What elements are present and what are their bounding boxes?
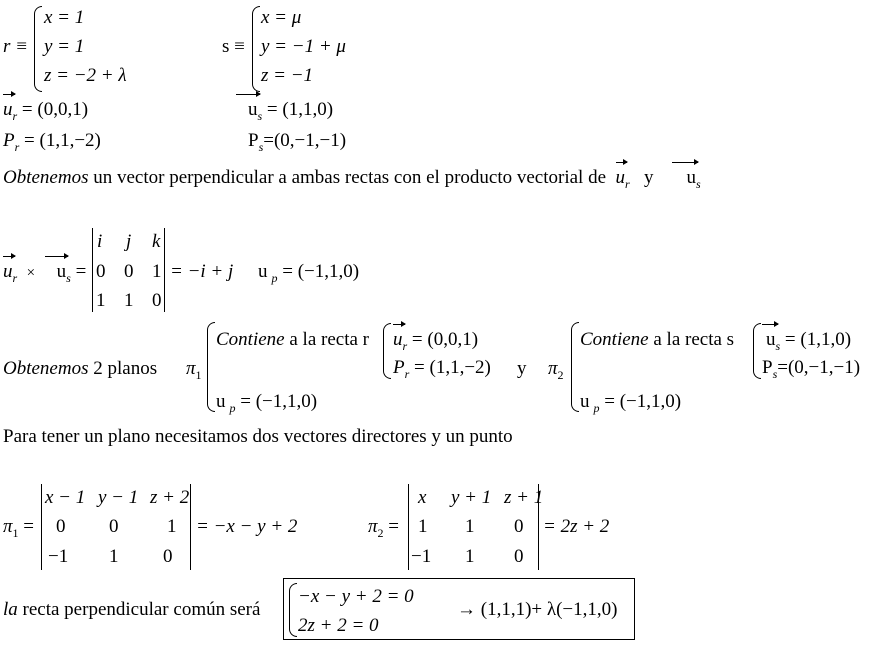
pi1-direction-vector: $u_r = (0,0,1)$ xyxy=(393,329,479,353)
line-r-eq-x: x = 1 xyxy=(44,7,85,28)
matrix-cell: 1 xyxy=(109,546,119,567)
pi1-up-vector: u $_p$ = (−1,1,0) xyxy=(216,391,318,415)
pi2-direction-vector: $u_s = (1,1,0)$ xyxy=(762,330,851,349)
line-s-direction-vector: $u_s = (1,1,0)$ xyxy=(236,100,333,119)
plane-note: Para tener un plano necesitamos dos vectores directores y un punto xyxy=(3,426,513,447)
brace-pi2-inner xyxy=(753,323,761,379)
matrix-cell: z + 1 xyxy=(504,487,544,508)
cross-product-lhs: $u_r \times u_s$ = xyxy=(3,261,87,285)
pi2-up-vector: u $_p$ = (−1,1,0) xyxy=(580,391,682,415)
matrix-cell: 0 xyxy=(124,261,134,282)
matrix-cell: j xyxy=(126,231,132,252)
brace-system xyxy=(289,583,297,637)
matrix-cell: 0 xyxy=(109,516,119,537)
matrix-cell: 0 xyxy=(56,516,66,537)
pi1-contains-line: Contiene a la recta r xyxy=(216,329,369,350)
perpendicular-vector-up: u $_p$ = (−1,1,0) xyxy=(258,261,360,285)
matrix-cell: 0 xyxy=(96,261,106,282)
determinant-right-bar xyxy=(190,484,191,570)
matrix-cell: 1 xyxy=(152,261,162,282)
matrix-cell: 1 xyxy=(167,516,177,537)
matrix-cell: −1 xyxy=(411,546,432,567)
matrix-cell: 1 xyxy=(124,290,134,311)
pi2-equation: = 2z + 2 xyxy=(543,516,610,537)
plane-pi1-label: $\pi_1$ xyxy=(186,358,202,382)
matrix-cell: 0 xyxy=(514,546,524,567)
pi2-point: $P_s=(0,-1,-1)$ xyxy=(762,357,861,381)
determinant-left-bar xyxy=(41,484,42,570)
brace-pi1-inner xyxy=(383,323,391,379)
cross-product-result: = −i + j xyxy=(170,261,234,282)
two-planes-label: Obtenemos 2 planos xyxy=(3,358,158,379)
matrix-cell: x − 1 xyxy=(45,487,86,508)
brace-line-s xyxy=(252,6,260,92)
matrix-cell: −1 xyxy=(48,546,69,567)
pi2-contains-line: Contiene a la recta s xyxy=(580,329,735,350)
brace-pi2 xyxy=(571,322,579,412)
pi1-det-label: $\pi_1$ = xyxy=(3,516,34,540)
pi2-det-label: $\pi_2$ = xyxy=(368,516,399,540)
system-eq-2: 2z + 2 = 0 xyxy=(298,615,379,636)
matrix-cell: k xyxy=(152,231,161,252)
determinant-right-bar xyxy=(164,228,165,312)
perpendicular-vector-sentence: Obtenemos un vector perpendicular a ambas rectas con el producto vectorial de $u_r$ y $u_s$ xyxy=(3,167,701,191)
line-r-name: r ≡ xyxy=(3,36,28,57)
line-s-eq-y: y = −1 + μ xyxy=(261,36,346,57)
and-word: y xyxy=(517,358,527,379)
line-parametric-result: → (1,1,1)+ λ(−1,1,0) xyxy=(457,599,618,620)
matrix-cell: i xyxy=(97,231,103,252)
line-s-eq-x: x = μ xyxy=(261,7,302,28)
matrix-cell: 1 xyxy=(96,290,106,311)
matrix-cell: y − 1 xyxy=(98,487,139,508)
matrix-cell: 0 xyxy=(514,516,524,537)
pi1-point: $P_r = (1,1,-2)$ xyxy=(393,357,491,381)
brace-line-r xyxy=(34,6,42,92)
matrix-cell: 1 xyxy=(465,546,475,567)
line-r-eq-z: z = −2 + λ xyxy=(44,65,127,86)
conclusion-text: la recta perpendicular común será xyxy=(3,599,261,620)
matrix-cell: 1 xyxy=(465,516,475,537)
matrix-cell: 0 xyxy=(163,546,173,567)
pi1-equation: = −x − y + 2 xyxy=(196,516,298,537)
line-s-name: s ≡ xyxy=(222,36,245,57)
matrix-cell: x xyxy=(418,487,427,508)
matrix-cell: 1 xyxy=(418,516,428,537)
determinant-left-bar xyxy=(408,484,409,570)
matrix-cell: z + 2 xyxy=(150,487,190,508)
matrix-cell: 0 xyxy=(152,290,162,311)
line-r-direction-vector: $u_r = (0,0,1)$ xyxy=(3,99,89,123)
line-r-point: $P_r = (1,1,-2)$ xyxy=(3,130,101,154)
line-s-eq-z: z = −1 xyxy=(261,65,314,86)
determinant-left-bar xyxy=(92,228,93,312)
line-r-eq-y: y = 1 xyxy=(44,36,85,57)
plane-pi2-label: $\pi_2$ xyxy=(548,358,564,382)
line-s-point: $P_s=(0,-1,-1)$ xyxy=(248,130,347,154)
system-eq-1: −x − y + 2 = 0 xyxy=(298,586,414,607)
brace-pi1 xyxy=(207,322,215,412)
matrix-cell: y + 1 xyxy=(451,487,492,508)
